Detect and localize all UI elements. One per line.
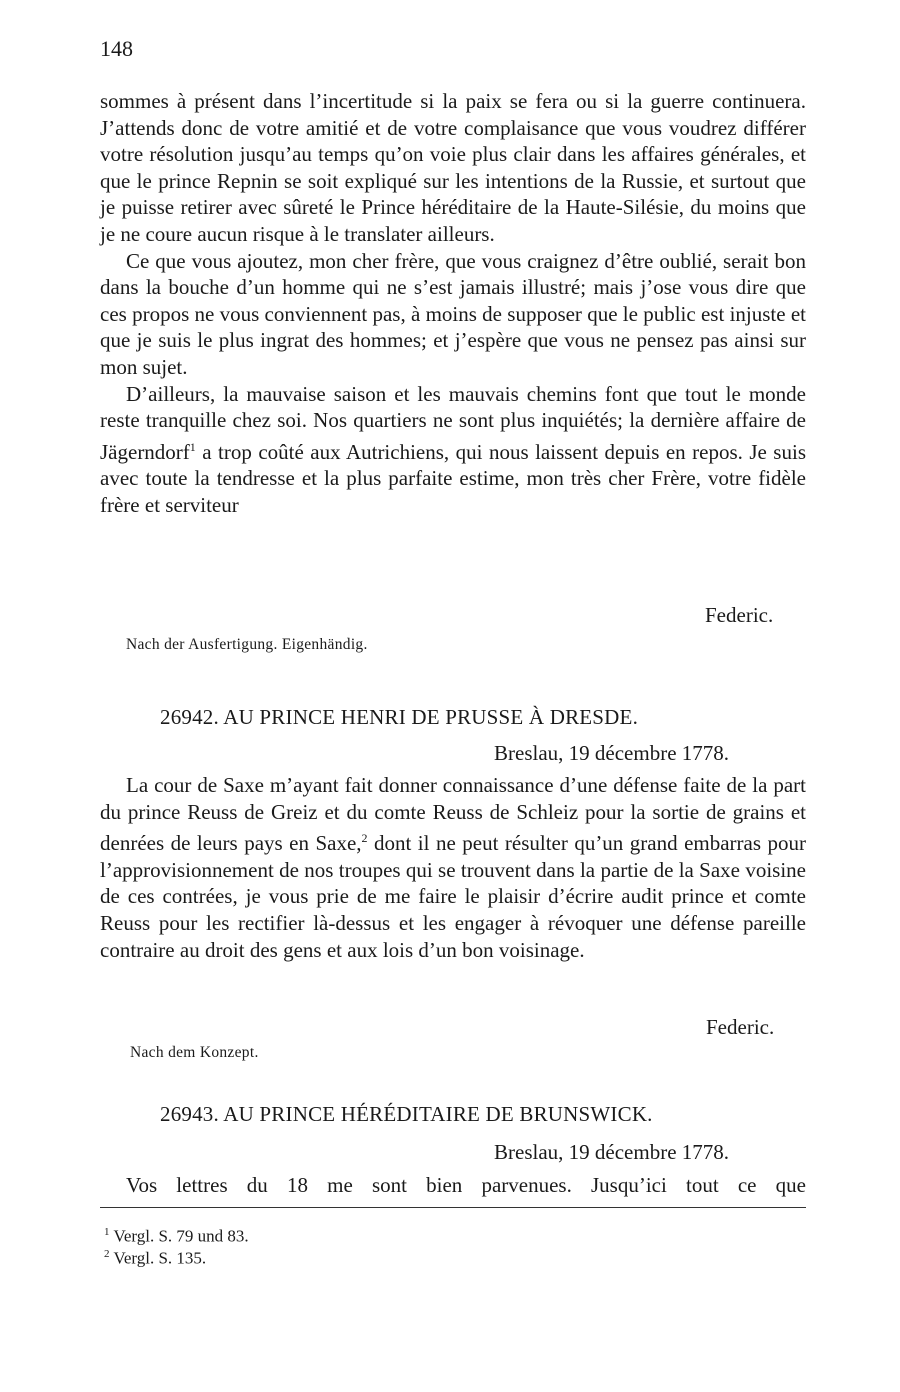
footnote-1-text: Vergl. S. 79 und 83. [113, 1226, 249, 1246]
letter-26943-text [100, 1172, 806, 1199]
paragraph-3 [100, 381, 806, 519]
source-note-1: Nach der Ausfertigung. Eigenhändig. [126, 636, 368, 653]
footnote-ref-2: 2 [361, 831, 368, 846]
letter-26942-text [100, 772, 806, 963]
continued-letter-text [100, 88, 806, 519]
source-note-2: Nach dem Konzept. [130, 1044, 259, 1061]
paragraph-3-start: D’ailleurs, la mauvaise saison et les mauvais chemins font que tout le monde reste tranquille chez soi. Nos quartiers ne sont plus inquiétés; la dernière affaire de Jägerndorf [100, 381, 806, 464]
footnote-2-text: Vergl. S. 135. [113, 1248, 207, 1268]
letter-heading-26943: 26943. AU PRINCE HÉRÉDITAIRE DE BRUNSWICK. [160, 1102, 653, 1126]
dateline-26943: Breslau, 19 décembre 1778. [494, 1140, 730, 1164]
dateline-26942: Breslau, 19 décembre 1778. [494, 741, 730, 765]
paragraph-1: sommes à présent dans l’incertitude si la paix se fera ou si la guerre continuera. J’attends donc de votre amitié et de votre complaisance que vous voudrez différer votre résolution jusqu’au temps qu’on voie plus clair dans les affaires générales, et que le prince Repnin se soit expliqué sur les intentions de la Russie, et surtout que je puisse retirer avec sûreté le Prince héréditaire de la Haute-Silésie, du moins que je ne coure aucun risque à le translater ailleurs. [100, 89, 806, 246]
footnote-2 [104, 1248, 206, 1269]
footnote-divider [100, 1207, 806, 1208]
footnote-1-mark: 1 [104, 1226, 110, 1238]
paragraph-2: Ce que vous ajoutez, mon cher frère, que vous craignez d’être oublié, serait bon dans la bouche d’un homme qui ne s’est jamais illustré; mais j’ose vous dire que ces propos ne vous conviennent pas, à moins de supposer que le public est injuste et que je suis le plus ingrat des hommes; et j’espère que vous ne pensez pas ainsi sur mon sujet. [100, 248, 806, 379]
signature-1: Federic. [705, 603, 774, 627]
letter-26942-paragraph [100, 772, 806, 963]
letter-26942-text-part-2: dont il ne peut résulter qu’un grand embarras pour l’approvisionnement de nos troupes qui se trouvent dans la partie de la Saxe voisine de ces contrées, je vous prie de me faire le plaisir d’écrire audit prince et comte Reuss pour les rectifier là-dessus et les engager à révoquer une défense pareille contraire au droit des gens et aux lois d’un bon voisinage. [100, 831, 806, 962]
page-number: 148 [100, 36, 133, 61]
letter-26942-text-part-1: La cour de Saxe m’ayant fait donner connaissance d’une défense faite de la part du prince Reuss de Greiz et du comte Reuss de Schleiz pour la sortie de grains et denrées de leurs pays en Saxe, [100, 773, 806, 856]
letter-heading-26942: 26942. AU PRINCE HENRI DE PRUSSE À DRESDE. [160, 705, 639, 729]
signature-2: Federic. [706, 1015, 775, 1039]
paragraph-3-end: a trop coûté aux Autrichiens, qui nous laissent depuis en repos. Je suis avec toute la tendresse et la plus parfaite estime, mon très cher Frère, votre fidèle frère et serviteur [100, 439, 806, 517]
letter-26943-paragraph: Vos lettres du 18 me sont bien parvenues. Jusqu’ici tout ce que [126, 1173, 806, 1197]
footnote-2-mark: 2 [104, 1248, 110, 1260]
footnote-ref-1: 1 [189, 439, 196, 454]
footnote-1 [104, 1226, 249, 1247]
